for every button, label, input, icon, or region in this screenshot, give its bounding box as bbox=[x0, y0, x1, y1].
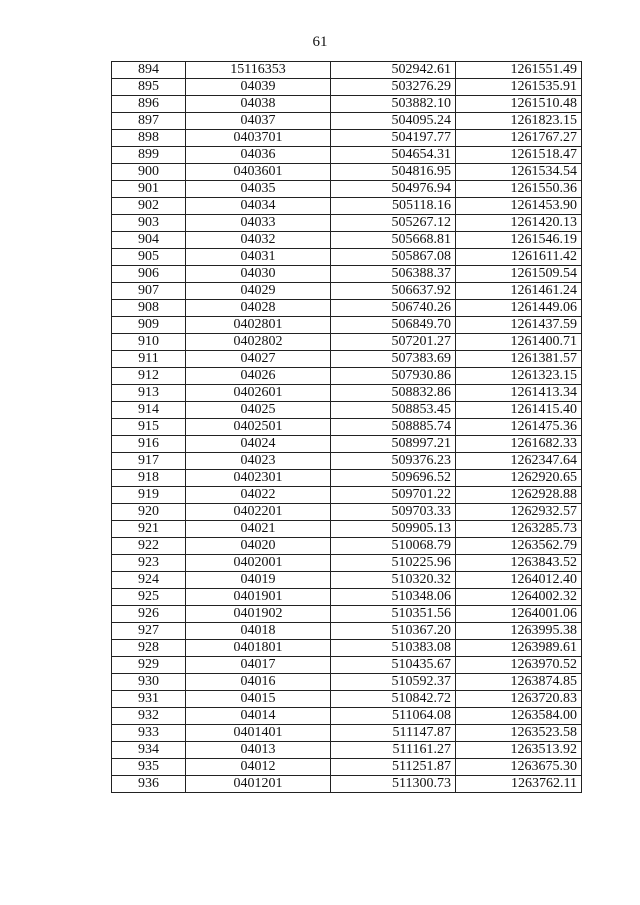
x-coordinate-cell: 511251.87 bbox=[331, 759, 456, 776]
x-coordinate-cell: 508853.45 bbox=[331, 402, 456, 419]
x-coordinate-cell: 510225.96 bbox=[331, 555, 456, 572]
row-number-cell: 909 bbox=[112, 317, 186, 334]
row-number-cell: 915 bbox=[112, 419, 186, 436]
row-number-cell: 917 bbox=[112, 453, 186, 470]
table-row bbox=[112, 164, 582, 181]
table-row bbox=[112, 249, 582, 266]
y-coordinate-cell: 1261453.90 bbox=[456, 198, 582, 215]
y-coordinate-cell: 1261509.54 bbox=[456, 266, 582, 283]
table-row bbox=[112, 453, 582, 470]
x-coordinate-cell: 504095.24 bbox=[331, 113, 456, 130]
table-row bbox=[112, 657, 582, 674]
table-row bbox=[112, 776, 582, 793]
y-coordinate-cell: 1261323.15 bbox=[456, 368, 582, 385]
x-coordinate-cell: 507201.27 bbox=[331, 334, 456, 351]
x-coordinate-cell: 511064.08 bbox=[331, 708, 456, 725]
y-coordinate-cell: 1263874.85 bbox=[456, 674, 582, 691]
point-id-cell: 04036 bbox=[186, 147, 331, 164]
y-coordinate-cell: 1261823.15 bbox=[456, 113, 582, 130]
table-row bbox=[112, 215, 582, 232]
point-id-cell: 04022 bbox=[186, 487, 331, 504]
point-id-cell: 04027 bbox=[186, 351, 331, 368]
row-number-cell: 922 bbox=[112, 538, 186, 555]
x-coordinate-cell: 503276.29 bbox=[331, 79, 456, 96]
table-row bbox=[112, 419, 582, 436]
x-coordinate-cell: 506740.26 bbox=[331, 300, 456, 317]
point-id-cell: 0401201 bbox=[186, 776, 331, 793]
x-coordinate-cell: 502942.61 bbox=[331, 62, 456, 79]
table-row bbox=[112, 623, 582, 640]
x-coordinate-cell: 506637.92 bbox=[331, 283, 456, 300]
x-coordinate-cell: 510068.79 bbox=[331, 538, 456, 555]
y-coordinate-cell: 1263843.52 bbox=[456, 555, 582, 572]
table-row bbox=[112, 130, 582, 147]
point-id-cell: 04025 bbox=[186, 402, 331, 419]
row-number-cell: 906 bbox=[112, 266, 186, 283]
table-row bbox=[112, 79, 582, 96]
x-coordinate-cell: 505668.81 bbox=[331, 232, 456, 249]
x-coordinate-cell: 510348.06 bbox=[331, 589, 456, 606]
y-coordinate-cell: 1263523.58 bbox=[456, 725, 582, 742]
table-row bbox=[112, 436, 582, 453]
point-id-cell: 0401801 bbox=[186, 640, 331, 657]
table-row bbox=[112, 640, 582, 657]
point-id-cell: 0402001 bbox=[186, 555, 331, 572]
table-row bbox=[112, 113, 582, 130]
row-number-cell: 916 bbox=[112, 436, 186, 453]
table-row bbox=[112, 266, 582, 283]
x-coordinate-cell: 509703.33 bbox=[331, 504, 456, 521]
row-number-cell: 896 bbox=[112, 96, 186, 113]
x-coordinate-cell: 503882.10 bbox=[331, 96, 456, 113]
y-coordinate-cell: 1261682.33 bbox=[456, 436, 582, 453]
row-number-cell: 924 bbox=[112, 572, 186, 589]
row-number-cell: 931 bbox=[112, 691, 186, 708]
y-coordinate-cell: 1263720.83 bbox=[456, 691, 582, 708]
table-row bbox=[112, 589, 582, 606]
point-id-cell: 04029 bbox=[186, 283, 331, 300]
x-coordinate-cell: 509905.13 bbox=[331, 521, 456, 538]
table-row bbox=[112, 521, 582, 538]
point-id-cell: 0401902 bbox=[186, 606, 331, 623]
point-id-cell: 0403601 bbox=[186, 164, 331, 181]
y-coordinate-cell: 1261461.24 bbox=[456, 283, 582, 300]
point-id-cell: 0401401 bbox=[186, 725, 331, 742]
table-row bbox=[112, 725, 582, 742]
row-number-cell: 902 bbox=[112, 198, 186, 215]
point-id-cell: 0402802 bbox=[186, 334, 331, 351]
y-coordinate-cell: 1261420.13 bbox=[456, 215, 582, 232]
x-coordinate-cell: 505867.08 bbox=[331, 249, 456, 266]
table-row bbox=[112, 674, 582, 691]
x-coordinate-cell: 510383.08 bbox=[331, 640, 456, 657]
y-coordinate-cell: 1261551.49 bbox=[456, 62, 582, 79]
table-row bbox=[112, 62, 582, 79]
point-id-cell: 04024 bbox=[186, 436, 331, 453]
point-id-cell: 04013 bbox=[186, 742, 331, 759]
x-coordinate-cell: 504197.77 bbox=[331, 130, 456, 147]
point-id-cell: 04019 bbox=[186, 572, 331, 589]
point-id-cell: 04021 bbox=[186, 521, 331, 538]
x-coordinate-cell: 511300.73 bbox=[331, 776, 456, 793]
point-id-cell: 04012 bbox=[186, 759, 331, 776]
x-coordinate-cell: 508997.21 bbox=[331, 436, 456, 453]
y-coordinate-cell: 1262928.88 bbox=[456, 487, 582, 504]
y-coordinate-cell: 1262920.65 bbox=[456, 470, 582, 487]
x-coordinate-cell: 504976.94 bbox=[331, 181, 456, 198]
table-row bbox=[112, 317, 582, 334]
y-coordinate-cell: 1263995.38 bbox=[456, 623, 582, 640]
x-coordinate-cell: 508832.86 bbox=[331, 385, 456, 402]
row-number-cell: 919 bbox=[112, 487, 186, 504]
y-coordinate-cell: 1264012.40 bbox=[456, 572, 582, 589]
y-coordinate-cell: 1261437.59 bbox=[456, 317, 582, 334]
point-id-cell: 04033 bbox=[186, 215, 331, 232]
row-number-cell: 933 bbox=[112, 725, 186, 742]
row-number-cell: 898 bbox=[112, 130, 186, 147]
x-coordinate-cell: 509701.22 bbox=[331, 487, 456, 504]
row-number-cell: 913 bbox=[112, 385, 186, 402]
x-coordinate-cell: 510592.37 bbox=[331, 674, 456, 691]
row-number-cell: 911 bbox=[112, 351, 186, 368]
table-row bbox=[112, 300, 582, 317]
coordinates-table bbox=[111, 61, 582, 793]
point-id-cell: 04015 bbox=[186, 691, 331, 708]
y-coordinate-cell: 1261413.34 bbox=[456, 385, 582, 402]
point-id-cell: 04018 bbox=[186, 623, 331, 640]
row-number-cell: 900 bbox=[112, 164, 186, 181]
row-number-cell: 927 bbox=[112, 623, 186, 640]
row-number-cell: 903 bbox=[112, 215, 186, 232]
point-id-cell: 04016 bbox=[186, 674, 331, 691]
row-number-cell: 929 bbox=[112, 657, 186, 674]
y-coordinate-cell: 1263762.11 bbox=[456, 776, 582, 793]
y-coordinate-cell: 1264002.32 bbox=[456, 589, 582, 606]
row-number-cell: 905 bbox=[112, 249, 186, 266]
x-coordinate-cell: 505118.16 bbox=[331, 198, 456, 215]
y-coordinate-cell: 1263989.61 bbox=[456, 640, 582, 657]
y-coordinate-cell: 1261767.27 bbox=[456, 130, 582, 147]
y-coordinate-cell: 1264001.06 bbox=[456, 606, 582, 623]
coordinates-table-body bbox=[112, 62, 582, 793]
row-number-cell: 936 bbox=[112, 776, 186, 793]
y-coordinate-cell: 1261535.91 bbox=[456, 79, 582, 96]
row-number-cell: 921 bbox=[112, 521, 186, 538]
y-coordinate-cell: 1261510.48 bbox=[456, 96, 582, 113]
row-number-cell: 894 bbox=[112, 62, 186, 79]
point-id-cell: 04026 bbox=[186, 368, 331, 385]
y-coordinate-cell: 1261534.54 bbox=[456, 164, 582, 181]
x-coordinate-cell: 506388.37 bbox=[331, 266, 456, 283]
point-id-cell: 04028 bbox=[186, 300, 331, 317]
row-number-cell: 914 bbox=[112, 402, 186, 419]
table-row bbox=[112, 708, 582, 725]
y-coordinate-cell: 1261449.06 bbox=[456, 300, 582, 317]
x-coordinate-cell: 504654.31 bbox=[331, 147, 456, 164]
row-number-cell: 923 bbox=[112, 555, 186, 572]
table-row bbox=[112, 504, 582, 521]
point-id-cell: 04034 bbox=[186, 198, 331, 215]
point-id-cell: 04020 bbox=[186, 538, 331, 555]
table-row bbox=[112, 691, 582, 708]
table-row bbox=[112, 232, 582, 249]
row-number-cell: 932 bbox=[112, 708, 186, 725]
point-id-cell: 0403701 bbox=[186, 130, 331, 147]
point-id-cell: 0402301 bbox=[186, 470, 331, 487]
row-number-cell: 926 bbox=[112, 606, 186, 623]
table-row bbox=[112, 198, 582, 215]
row-number-cell: 899 bbox=[112, 147, 186, 164]
x-coordinate-cell: 509696.52 bbox=[331, 470, 456, 487]
point-id-cell: 0401901 bbox=[186, 589, 331, 606]
table-row bbox=[112, 181, 582, 198]
row-number-cell: 930 bbox=[112, 674, 186, 691]
x-coordinate-cell: 508885.74 bbox=[331, 419, 456, 436]
x-coordinate-cell: 507383.69 bbox=[331, 351, 456, 368]
x-coordinate-cell: 510367.20 bbox=[331, 623, 456, 640]
x-coordinate-cell: 505267.12 bbox=[331, 215, 456, 232]
row-number-cell: 928 bbox=[112, 640, 186, 657]
point-id-cell: 0402601 bbox=[186, 385, 331, 402]
y-coordinate-cell: 1263675.30 bbox=[456, 759, 582, 776]
point-id-cell: 04017 bbox=[186, 657, 331, 674]
y-coordinate-cell: 1261381.57 bbox=[456, 351, 582, 368]
y-coordinate-cell: 1263584.00 bbox=[456, 708, 582, 725]
y-coordinate-cell: 1263562.79 bbox=[456, 538, 582, 555]
y-coordinate-cell: 1263285.73 bbox=[456, 521, 582, 538]
row-number-cell: 910 bbox=[112, 334, 186, 351]
point-id-cell: 04030 bbox=[186, 266, 331, 283]
row-number-cell: 925 bbox=[112, 589, 186, 606]
page-number: 61 bbox=[312, 34, 328, 50]
y-coordinate-cell: 1262347.64 bbox=[456, 453, 582, 470]
table-row bbox=[112, 538, 582, 555]
row-number-cell: 934 bbox=[112, 742, 186, 759]
table-row bbox=[112, 385, 582, 402]
y-coordinate-cell: 1261518.47 bbox=[456, 147, 582, 164]
table-row bbox=[112, 759, 582, 776]
y-coordinate-cell: 1261475.36 bbox=[456, 419, 582, 436]
table-row bbox=[112, 606, 582, 623]
x-coordinate-cell: 506849.70 bbox=[331, 317, 456, 334]
row-number-cell: 935 bbox=[112, 759, 186, 776]
table-row bbox=[112, 402, 582, 419]
table-row bbox=[112, 96, 582, 113]
point-id-cell: 04031 bbox=[186, 249, 331, 266]
table-row bbox=[112, 334, 582, 351]
y-coordinate-cell: 1261550.36 bbox=[456, 181, 582, 198]
point-id-cell: 04014 bbox=[186, 708, 331, 725]
point-id-cell: 04032 bbox=[186, 232, 331, 249]
table-row bbox=[112, 572, 582, 589]
y-coordinate-cell: 1261611.42 bbox=[456, 249, 582, 266]
row-number-cell: 912 bbox=[112, 368, 186, 385]
row-number-cell: 901 bbox=[112, 181, 186, 198]
point-id-cell: 04039 bbox=[186, 79, 331, 96]
row-number-cell: 904 bbox=[112, 232, 186, 249]
x-coordinate-cell: 507930.86 bbox=[331, 368, 456, 385]
x-coordinate-cell: 510842.72 bbox=[331, 691, 456, 708]
table-row bbox=[112, 470, 582, 487]
point-id-cell: 04023 bbox=[186, 453, 331, 470]
row-number-cell: 907 bbox=[112, 283, 186, 300]
point-id-cell: 0402801 bbox=[186, 317, 331, 334]
table-row bbox=[112, 555, 582, 572]
row-number-cell: 897 bbox=[112, 113, 186, 130]
row-number-cell: 918 bbox=[112, 470, 186, 487]
point-id-cell: 04038 bbox=[186, 96, 331, 113]
point-id-cell: 04035 bbox=[186, 181, 331, 198]
table-row bbox=[112, 487, 582, 504]
x-coordinate-cell: 510320.32 bbox=[331, 572, 456, 589]
x-coordinate-cell: 504816.95 bbox=[331, 164, 456, 181]
table-row bbox=[112, 147, 582, 164]
y-coordinate-cell: 1263513.92 bbox=[456, 742, 582, 759]
x-coordinate-cell: 510435.67 bbox=[331, 657, 456, 674]
x-coordinate-cell: 509376.23 bbox=[331, 453, 456, 470]
y-coordinate-cell: 1261400.71 bbox=[456, 334, 582, 351]
point-id-cell: 15116353 bbox=[186, 62, 331, 79]
table-row bbox=[112, 351, 582, 368]
y-coordinate-cell: 1263970.52 bbox=[456, 657, 582, 674]
point-id-cell: 04037 bbox=[186, 113, 331, 130]
y-coordinate-cell: 1261415.40 bbox=[456, 402, 582, 419]
point-id-cell: 0402501 bbox=[186, 419, 331, 436]
y-coordinate-cell: 1262932.57 bbox=[456, 504, 582, 521]
row-number-cell: 908 bbox=[112, 300, 186, 317]
table-row bbox=[112, 283, 582, 300]
row-number-cell: 895 bbox=[112, 79, 186, 96]
y-coordinate-cell: 1261546.19 bbox=[456, 232, 582, 249]
row-number-cell: 920 bbox=[112, 504, 186, 521]
table-row bbox=[112, 742, 582, 759]
x-coordinate-cell: 511161.27 bbox=[331, 742, 456, 759]
x-coordinate-cell: 511147.87 bbox=[331, 725, 456, 742]
point-id-cell: 0402201 bbox=[186, 504, 331, 521]
table-row bbox=[112, 368, 582, 385]
x-coordinate-cell: 510351.56 bbox=[331, 606, 456, 623]
